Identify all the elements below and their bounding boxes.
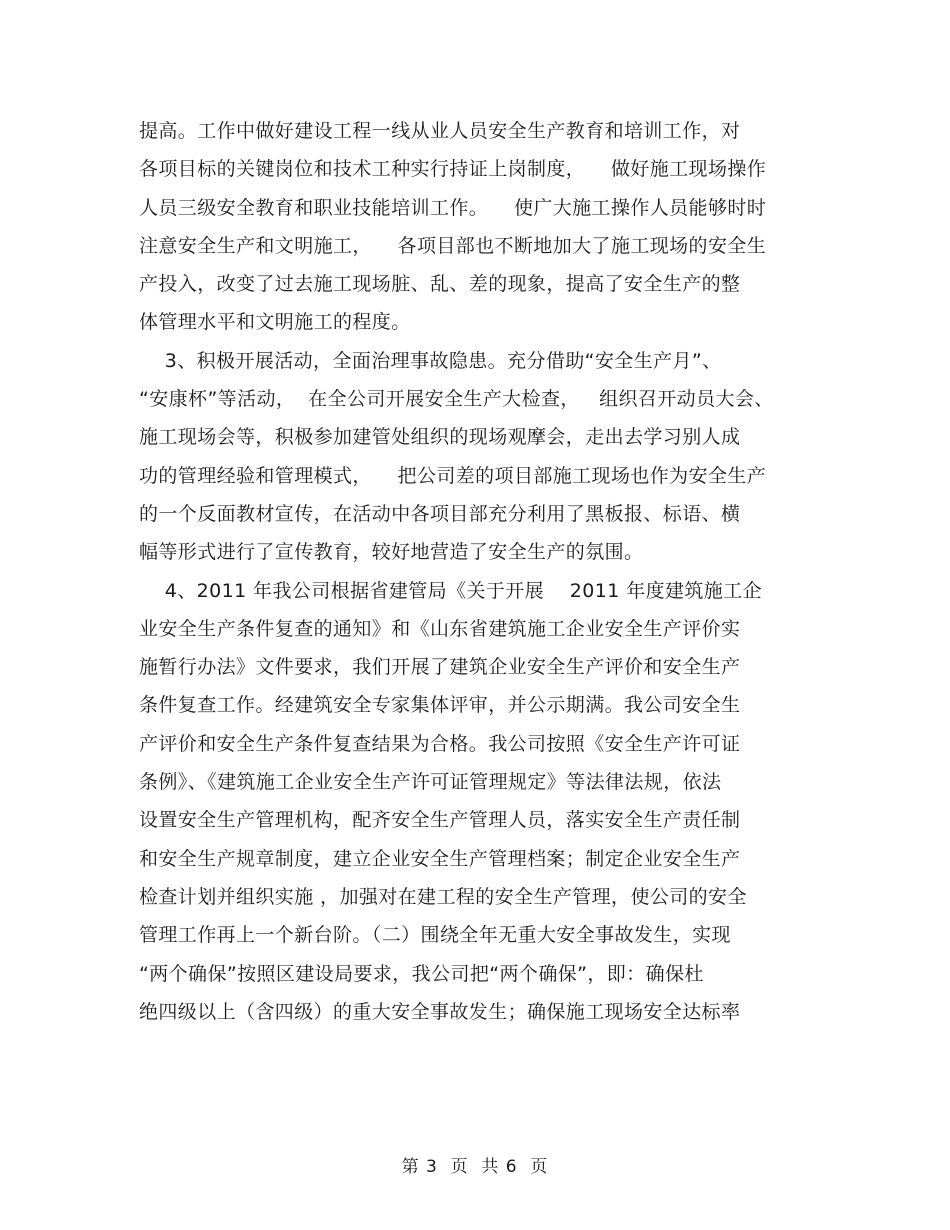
text-line: 提高。工作中做好建设工程一线从业人员安全生产教育和培训工作，对: [139, 120, 741, 142]
text-line: 绝四级以上（含四级）的重大安全事故发生；确保施工现场安全达标率: [139, 1000, 741, 1023]
text-line: 和安全生产规章制度，建立企业安全生产管理档案；制定企业安全生产: [139, 847, 741, 870]
text-line: 人员三级安全教育和职业技能培训工作。 使广大施工操作人员能够时时: [139, 196, 767, 219]
text-line: 各项目标的关键岗位和技术工种实行持证上岗制度， 做好施工现场操作: [139, 158, 767, 181]
text-line: 设置安全生产管理机构，配齐安全生产管理人员，落实安全生产责任制: [139, 809, 741, 832]
text-line: 的一个反面教材宣传，在活动中各项目部充分利用了黑板报、标语、横: [139, 502, 741, 525]
text-line: 功的管理经验和管理模式， 把公司差的项目部施工现场也作为安全生产: [139, 464, 767, 487]
text-line: 注意安全生产和文明施工， 各项目部也不断地加大了施工现场的安全生: [139, 234, 767, 257]
text-line: 幅等形式进行了宣传教育，较好地营造了安全生产的氛围。: [139, 541, 644, 564]
text-line: 3、积极开展活动，全面治理事故隐患。充分借助“安全生产月”、: [139, 349, 722, 372]
text-line: 施暂行办法》文件要求，我们开展了建筑企业安全生产评价和安全生产: [139, 656, 741, 679]
text-line: 体管理水平和文明施工的程度。: [139, 311, 411, 334]
text-line: 产投入，改变了过去施工现场脏、乱、差的现象，提高了安全生产的整: [139, 273, 741, 296]
text-line: 产评价和安全生产条件复查结果为合格。我公司按照《安全生产许可证: [139, 732, 741, 755]
text-line: “安康杯”等活动， 在全公司开展安全生产大检查， 组织召开动员大会、: [139, 388, 774, 411]
page-number-footer: 第 3 页 共 6 页: [401, 1157, 549, 1177]
text-line: 业安全生产条件复查的通知》和《山东省建筑施工企业安全生产评价实: [139, 617, 741, 640]
text-line: 条件复查工作。经建筑安全专家集体评审，并公示期满。我公司安全生: [139, 694, 741, 717]
text-line: 条例》、《建筑施工企业安全生产许可证管理规定》等法律法规，依法: [139, 771, 722, 794]
text-line: 检查计划并组织实施 ，加强对在建工程的安全生产管理，使公司的安全: [139, 885, 747, 908]
text-line: 4、2011 年我公司根据省建管局《关于开展 2011 年度建筑施工企: [139, 579, 762, 602]
body-text: [139, 112, 819, 1031]
text-line: “两个确保”按照区建设局要求，我公司把“两个确保”，即：确保杜: [139, 962, 704, 985]
text-line: 施工现场会等，积极参加建管处组织的现场观摩会，走出去学习别人成: [139, 426, 741, 449]
text-line: 管理工作再上一个新台阶。（二）围绕全年无重大安全事故发生，实现: [139, 924, 731, 947]
